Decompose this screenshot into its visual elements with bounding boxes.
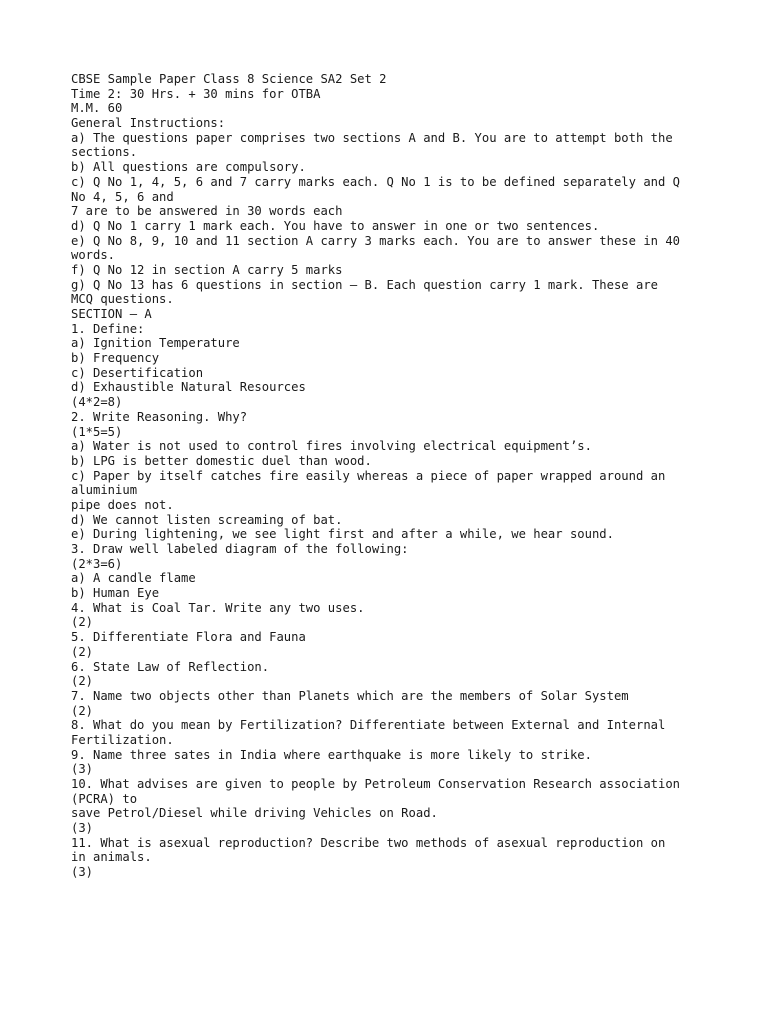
question-line: a) Ignition Temperature (71, 336, 240, 351)
question-line: 10. What advises are given to people by Petroleum Conservation Research association (71, 777, 681, 791)
marks-line: (3) (71, 865, 94, 880)
question-line: in animals. (71, 850, 152, 865)
question-line: 11. What is asexual reproduction? Describe two methods of asexual reproduction on (71, 835, 666, 850)
question-line: c) Paper by itself catches fire easily whereas a piece of paper wrapped around an (71, 468, 666, 483)
instruction-line: g) Q No 13 has 6 questions in section – B. Each question carry 1 mark. These are (71, 277, 658, 292)
marks-line: (3) (71, 762, 94, 777)
question-line: aluminium (71, 483, 138, 498)
question-line: 4. What is Coal Tar. Write any two uses. (71, 600, 365, 615)
instruction-line: b) All questions are compulsory. (71, 160, 306, 175)
question-line: pipe does not. (71, 497, 174, 512)
question-line: a) A candle flame (71, 571, 196, 586)
marks-line: (2) (71, 644, 94, 659)
instruction-line: d) Q No 1 carry 1 mark each. You have to answer in one or two sentences. (71, 218, 600, 233)
instruction-line: No 4, 5, 6 and (71, 189, 174, 204)
question-line: 5. Differentiate Flora and Fauna (71, 630, 306, 645)
instruction-line: f) Q No 12 in section A carry 5 marks (71, 262, 343, 277)
marks-line: (2*3=6) (71, 556, 123, 571)
document-title: CBSE Sample Paper Class 8 Science SA2 Set 2 (71, 72, 387, 86)
instruction-line: MCQ questions. (71, 292, 174, 307)
question-line: save Petrol/Diesel while driving Vehicles on Road. (71, 806, 438, 821)
question-line: c) Desertification (71, 365, 204, 380)
question-line: 7. Name two objects other than Planets which are the members of Solar System (71, 688, 629, 703)
document-page (71, 72, 731, 880)
question-line: d) We cannot listen screaming of bat. (71, 512, 343, 527)
marks-line: (4*2=8) (71, 395, 123, 410)
question-line: 8. What do you mean by Fertilization? Differentiate between External and Internal (71, 718, 666, 733)
instructions-heading: General Instructions: (71, 116, 226, 131)
question-line: b) Frequency (71, 351, 160, 366)
instruction-line: words. (71, 248, 116, 263)
question-line: Fertilization. (71, 732, 174, 747)
marks-line: (2) (71, 703, 94, 718)
marks-line: (2) (71, 674, 94, 689)
marks-line: (2) (71, 615, 94, 630)
question-line: d) Exhaustible Natural Resources (71, 380, 306, 395)
question-line: (PCRA) to (71, 791, 138, 806)
max-marks: M.M. 60 (71, 101, 123, 116)
question-line: 1. Define: (71, 321, 145, 336)
marks-line: (3) (71, 821, 94, 836)
exam-time: Time 2: 30 Hrs. + 30 mins for OTBA (71, 86, 321, 101)
question-line: b) LPG is better domestic duel than wood. (71, 453, 372, 468)
instruction-line: e) Q No 8, 9, 10 and 11 section A carry 3 marks each. You are to answer these in 40 (71, 233, 681, 248)
marks-line: (1*5=5) (71, 424, 123, 439)
question-line: 9. Name three sates in India where earthquake is more likely to strike. (71, 747, 592, 762)
question-line: b) Human Eye (71, 586, 160, 601)
instruction-line: a) The questions paper comprises two sections A and B. You are to attempt both the (71, 130, 673, 145)
question-line: 6. State Law of Reflection. (71, 659, 270, 674)
instruction-line: 7 are to be answered in 30 words each (71, 204, 343, 219)
instruction-line: c) Q No 1, 4, 5, 6 and 7 carry marks each. Q No 1 is to be defined separately and Q (71, 174, 681, 189)
question-line: e) During lightening, we see light first and after a while, we hear sound. (71, 527, 614, 542)
question-line: 3. Draw well labeled diagram of the following: (71, 542, 409, 556)
question-line: 2. Write Reasoning. Why? (71, 409, 248, 424)
instruction-line: sections. (71, 145, 138, 160)
question-line: a) Water is not used to control fires involving electrical equipment’s. (71, 439, 592, 454)
section-heading: SECTION – A (71, 307, 152, 321)
